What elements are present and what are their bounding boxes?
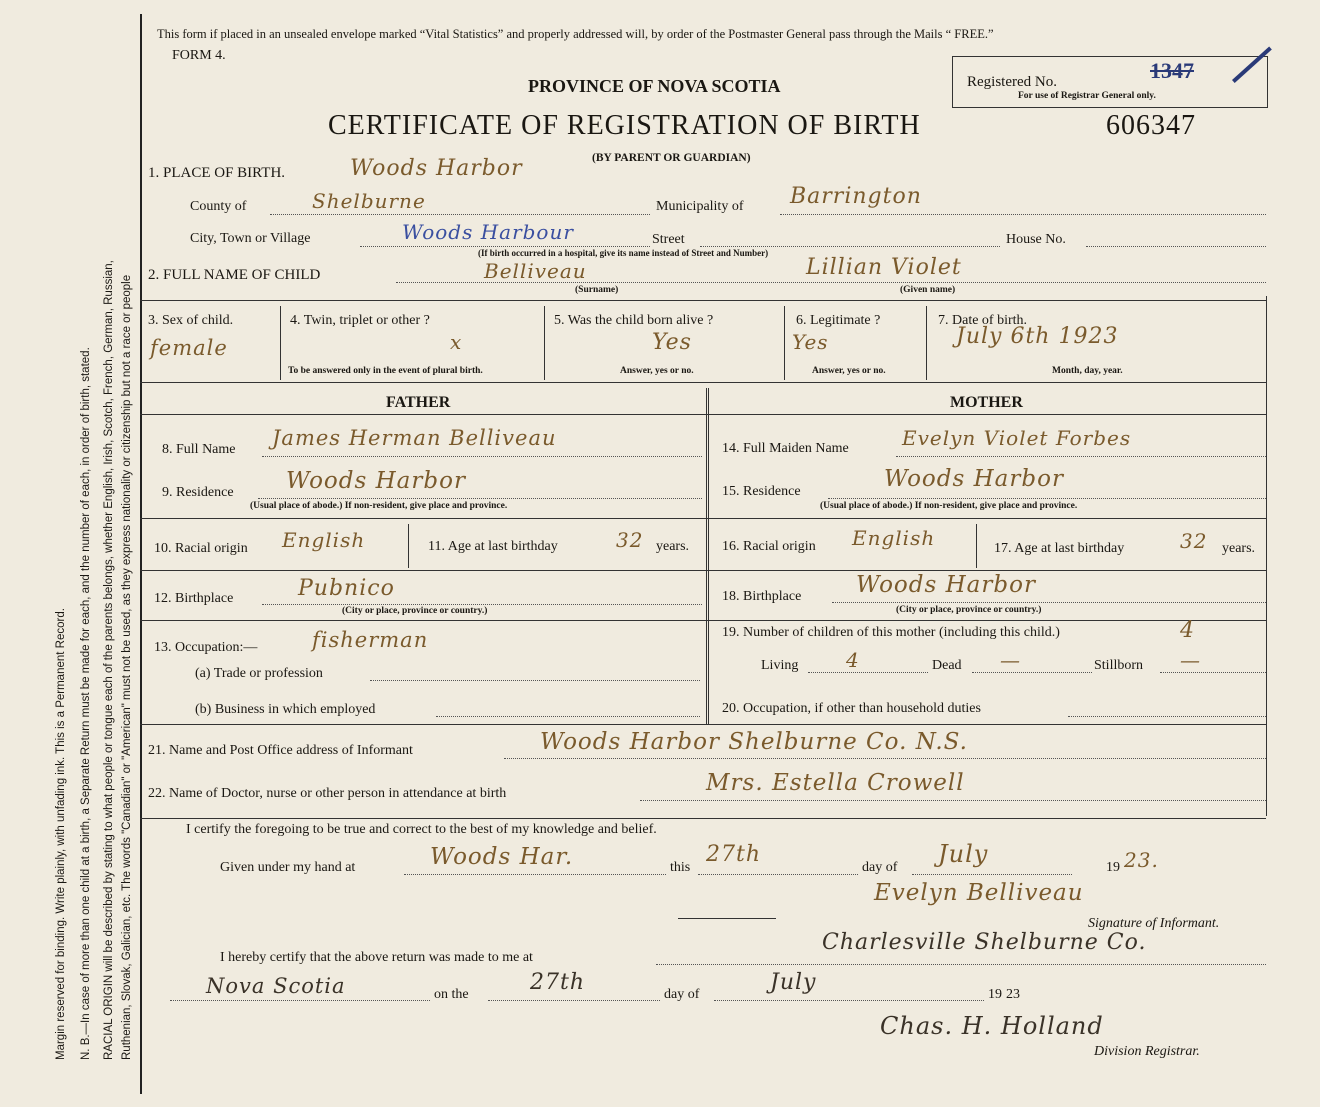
house-label: House No.: [1006, 232, 1066, 247]
mother-name-label: 14. Full Maiden Name: [722, 441, 849, 456]
legitimate-note: Answer, yes or no.: [812, 366, 886, 376]
birth-date-label: 7. Date of birth.: [938, 313, 1028, 328]
registrar-statement: I hereby certify that the above return was made to me at: [220, 950, 533, 965]
child-given-name: Lillian Violet: [806, 255, 962, 280]
given-caption: (Given name): [900, 285, 956, 295]
father-residence-note: (Usual place of abode.) If non-resident, give place and province.: [250, 501, 508, 511]
certify-statement: I certify the foregoing to be true and correct to the best of my knowledge and belief.: [186, 822, 657, 837]
informant-label: 21. Name and Post Office address of Informant: [148, 743, 413, 758]
registrar-day: 27th: [530, 970, 586, 995]
father-heading: FATHER: [386, 394, 451, 411]
mother-children-count: 4: [1180, 618, 1195, 643]
city-label: City, Town or Village: [190, 231, 311, 246]
stillborn-value: —: [1180, 648, 1201, 672]
form-number: FORM 4.: [172, 48, 226, 63]
birth-date-value: July 6th 1923: [956, 324, 1119, 349]
doctor-label: 22. Name of Doctor, nurse or other person in attendance at birth: [148, 786, 507, 801]
father-birthplace-label: 12. Birthplace: [154, 591, 234, 606]
twin-label: 4. Twin, triplet or other ?: [290, 313, 430, 328]
dead-label: Dead: [932, 658, 962, 673]
municipality-value: Barrington: [790, 184, 922, 209]
sex-label: 3. Sex of child.: [148, 313, 234, 328]
certify-year: 23.: [1124, 848, 1159, 872]
place-of-birth-value: Woods Harbor: [350, 156, 523, 181]
given-under-hand-label: Given under my hand at: [220, 860, 356, 875]
margin-note-3: RACIAL ORIGIN will be described by stating to what people or tongue each of the parents belongs, whether English, Irish, Scotch, French, German, Russian,: [103, 260, 115, 1060]
father-occupation: fisherman: [312, 628, 429, 652]
given-place: Woods Har.: [430, 844, 574, 870]
doctor-value: Mrs. Estella Crowell: [706, 770, 965, 796]
mother-birthplace-note: (City or place, province or country.): [896, 605, 1042, 615]
mother-residence: Woods Harbor: [884, 466, 1064, 492]
father-age-label: 11. Age at last birthday: [428, 539, 558, 554]
birth-date-note: Month, day, year.: [1052, 366, 1123, 376]
twin-value: x: [450, 330, 463, 354]
child-name-label: 2. FULL NAME OF CHILD: [148, 267, 321, 283]
legitimate-value: Yes: [792, 330, 829, 354]
mother-birthplace: Woods Harbor: [856, 572, 1036, 598]
place-of-birth-label: 1. PLACE OF BIRTH.: [148, 165, 286, 181]
alive-note: Answer, yes or no.: [620, 366, 694, 376]
mother-maiden-name: Evelyn Violet Forbes: [902, 426, 1132, 450]
father-residence: Woods Harbor: [286, 468, 466, 494]
twin-note: To be answered only in the event of plural birth.: [288, 366, 483, 376]
certificate-subtitle: (BY PARENT OR GUARDIAN): [592, 152, 751, 164]
this-label: this: [670, 860, 691, 875]
certify-month: July: [938, 840, 989, 868]
registrar-year: 23: [1006, 987, 1020, 1002]
mother-race: English: [852, 526, 936, 550]
registrar-day-of: day of: [664, 987, 700, 1002]
father-birthplace: Pubnico: [298, 576, 395, 601]
street-label: Street: [652, 232, 685, 247]
registrar-province: Nova Scotia: [206, 974, 346, 998]
postal-notice: This form if placed in an unsealed envelope marked “Vital Statistics” and properly addressed will, by order of the Postmaster General pass through the Mails “ FREE.”: [157, 27, 994, 41]
certificate-number: 606347: [1106, 110, 1196, 141]
living-value: 4: [846, 648, 860, 672]
father-trade-label: (a) Trade or profession: [195, 666, 323, 681]
mother-residence-label: 15. Residence: [722, 484, 801, 499]
father-age: 32: [616, 528, 644, 552]
right-border: [1266, 296, 1267, 816]
registrar-year-prefix: 19: [988, 987, 1002, 1002]
mother-heading: MOTHER: [950, 394, 1023, 411]
city-value: Woods Harbour: [402, 220, 574, 244]
county-value: Shelburne: [312, 189, 426, 213]
certify-day: 27th: [706, 842, 762, 867]
alive-value: Yes: [652, 330, 692, 355]
county-label: County of: [190, 199, 247, 214]
father-name: James Herman Belliveau: [272, 426, 557, 450]
sex-value: female: [150, 336, 228, 360]
informant-signature: Evelyn Belliveau: [874, 880, 1084, 906]
mother-occupation-label: 20. Occupation, if other than household duties: [722, 701, 981, 716]
father-age-years: years.: [656, 539, 690, 554]
living-label: Living: [761, 658, 799, 673]
father-birthplace-note: (City or place, province or country.): [342, 606, 488, 616]
dead-value: —: [1000, 648, 1021, 672]
province-title: PROVINCE OF NOVA SCOTIA: [528, 76, 781, 96]
certify-day-of-label: day of: [862, 860, 898, 875]
father-race: English: [282, 528, 366, 552]
surname-caption: (Surname): [575, 285, 619, 295]
mother-age: 32: [1180, 529, 1208, 553]
margin-note-2: N. B.—In case of more than one child at a birth, a Separate Return must be made for each, and the number of each, in order of birth, stated.: [80, 347, 92, 1060]
mother-age-label: 17. Age at last birthday: [994, 541, 1125, 556]
mother-residence-note: (Usual place of abode.) If non-resident, give place and province.: [820, 501, 1078, 511]
father-residence-label: 9. Residence: [162, 485, 234, 500]
registrar-month: July: [770, 970, 817, 995]
informant-signature-label: Signature of Informant.: [1088, 916, 1220, 931]
father-business-label: (b) Business in which employed: [195, 702, 376, 717]
informant-value: Woods Harbor Shelburne Co. N.S.: [540, 729, 968, 755]
legitimate-label: 6. Legitimate ?: [796, 313, 881, 328]
certificate-title: CERTIFICATE OF REGISTRATION OF BIRTH: [328, 110, 921, 141]
registrar-note: For use of Registrar General only.: [1018, 91, 1156, 101]
municipality-label: Municipality of: [656, 199, 744, 214]
registrar-on-the: on the: [434, 987, 469, 1002]
margin-note-4: Ruthenian, Slovak, Galician, etc. The words "Canadian" or "American" must not be used, as they express nationality or citizenship but not a race or people: [121, 274, 133, 1060]
left-border: [140, 14, 142, 1094]
stillborn-label: Stillborn: [1094, 658, 1144, 673]
certify-year-prefix: 19: [1106, 860, 1120, 875]
division-registrar-label: Division Registrar.: [1094, 1044, 1200, 1059]
registrar-place: Charlesville Shelburne Co.: [822, 930, 1147, 955]
mother-race-label: 16. Racial origin: [722, 539, 816, 554]
margin-note-1: Margin reserved for binding. Write plainly, with unfading ink. This is a Permanent Record.: [55, 608, 67, 1060]
father-race-label: 10. Racial origin: [154, 541, 248, 556]
father-name-label: 8. Full Name: [162, 442, 236, 457]
father-occupation-label: 13. Occupation:—: [154, 640, 258, 655]
registered-number: 1347: [1150, 58, 1194, 83]
registered-label: Registered No.: [967, 74, 1057, 90]
registrar-signature: Chas. H. Holland: [880, 1012, 1104, 1040]
mother-age-years: years.: [1222, 541, 1256, 556]
hospital-note: (If birth occurred in a hospital, give its name instead of Street and Number): [478, 248, 769, 258]
child-surname: Belliveau: [484, 259, 587, 283]
mother-birthplace-label: 18. Birthplace: [722, 589, 802, 604]
mother-children-label: 19. Number of children of this mother (including this child.): [722, 625, 1060, 640]
alive-label: 5. Was the child born alive ?: [554, 313, 714, 328]
